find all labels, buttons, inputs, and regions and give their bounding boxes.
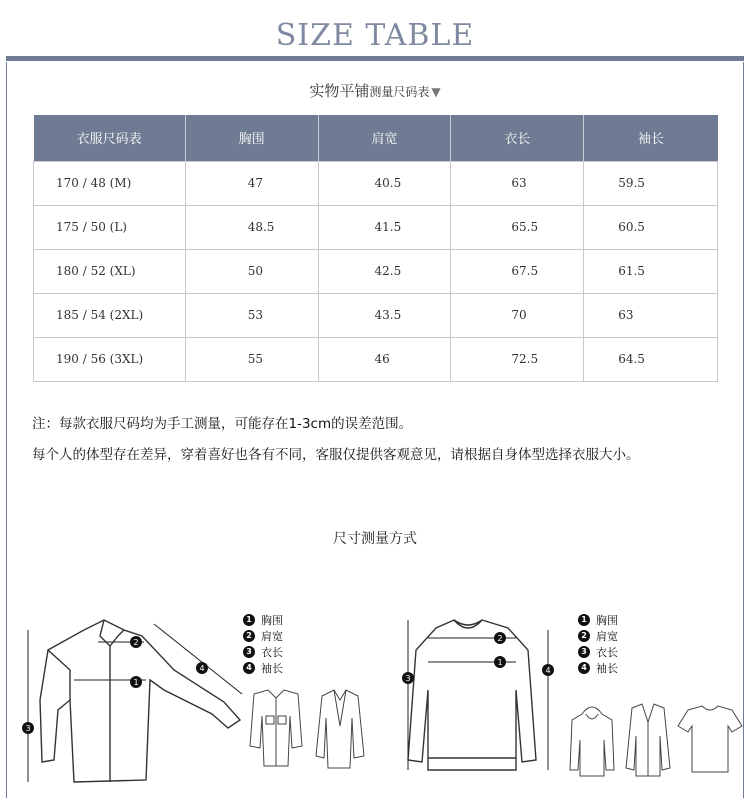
shirt-diagram: [14, 610, 254, 790]
marker-shoulder-right-label: 2: [497, 634, 503, 643]
cell-size: 170 / 48 (M): [34, 161, 186, 205]
number-4-icon: 4: [243, 662, 255, 674]
hoodie-cardigan-tshirt-icons: [568, 700, 744, 780]
number-4-icon: 4: [578, 662, 590, 674]
legend-label: 肩宽: [596, 630, 618, 643]
number-1-icon: 1: [578, 614, 590, 626]
legend-label: 胸围: [261, 614, 283, 627]
cell-chest: 48.5: [185, 205, 318, 249]
note-error-range: 注：每款衣服尺码均为手工测量，可能存在1-3cm的误差范围。: [32, 416, 413, 432]
legend-right: [578, 612, 618, 676]
cell-size: 175 / 50 (L): [34, 205, 186, 249]
number-2-icon: 2: [243, 630, 255, 642]
cell-chest: 47: [185, 161, 318, 205]
cell-sleeve: 59.5: [584, 161, 718, 205]
legend-label: 袖长: [261, 662, 283, 675]
number-3-icon: 3: [243, 646, 255, 658]
cell-length: 72.5: [451, 337, 584, 381]
method-title: 尺寸测量方式: [333, 531, 417, 547]
legend-item: [578, 612, 618, 628]
table-header-row: [34, 115, 718, 161]
number-2-icon: 2: [578, 630, 590, 642]
cell-length: 63: [451, 161, 584, 205]
cell-sleeve: 60.5: [584, 205, 718, 249]
header-chest: 胸围: [185, 115, 318, 161]
legend-left: [243, 612, 283, 676]
marker-sleeve-label: 4: [199, 664, 205, 673]
marker-chest-right-label: 1: [497, 658, 503, 667]
cell-chest: 53: [185, 293, 318, 337]
legend-label: 衣长: [596, 646, 618, 659]
marker-chest-label: 1: [133, 678, 139, 687]
header-length: 衣长: [451, 115, 584, 161]
table-subtitle: [0, 80, 750, 101]
triangle-down-icon: ▼: [431, 85, 441, 99]
legend-item: [243, 644, 283, 660]
number-1-icon: 1: [243, 614, 255, 626]
marker-sleeve-right-label: 4: [545, 666, 551, 675]
cell-shoulder: 43.5: [318, 293, 451, 337]
note-body-type: 每个人的体型存在差异，穿着喜好也各有不同，客服仅提供客观意见，请根据自身体型选择衣服大小。: [32, 447, 640, 463]
legend-item: [243, 660, 283, 676]
table-row: [34, 337, 718, 381]
cell-sleeve: 61.5: [584, 249, 718, 293]
table-row: [34, 161, 718, 205]
cell-chest: 55: [185, 337, 318, 381]
number-3-icon: 3: [578, 646, 590, 658]
cell-length: 65.5: [451, 205, 584, 249]
page-title: SIZE TABLE: [275, 18, 475, 53]
cell-length: 70: [451, 293, 584, 337]
cell-size: 190 / 56 (3XL): [34, 337, 186, 381]
marker-length-right-label: 3: [405, 674, 411, 683]
cell-size: 185 / 54 (2XL): [34, 293, 186, 337]
legend-label: 肩宽: [261, 630, 283, 643]
title-divider: [6, 56, 744, 61]
header-shoulder: 肩宽: [318, 115, 451, 161]
sweater-diagram: [398, 610, 568, 790]
table-row: [34, 293, 718, 337]
size-table: [33, 115, 718, 382]
legend-item: [578, 628, 618, 644]
marker-length-label: 3: [25, 724, 31, 733]
legend-item: [578, 644, 618, 660]
subtitle-small: 测量尺码表: [369, 85, 430, 99]
cell-shoulder: 46: [318, 337, 451, 381]
legend-label: 袖长: [596, 662, 618, 675]
legend-label: 胸围: [596, 614, 618, 627]
legend-label: 衣长: [261, 646, 283, 659]
legend-item: [243, 612, 283, 628]
cell-shoulder: 40.5: [318, 161, 451, 205]
cell-sleeve: 64.5: [584, 337, 718, 381]
marker-shoulder-label: 2: [133, 638, 139, 647]
cell-length: 67.5: [451, 249, 584, 293]
table-row: [34, 249, 718, 293]
cell-size: 180 / 52 (XL): [34, 249, 186, 293]
legend-item: [243, 628, 283, 644]
subtitle-main: 实物平铺: [309, 82, 370, 100]
jacket-blazer-icons: [240, 686, 370, 772]
cell-shoulder: 42.5: [318, 249, 451, 293]
cell-shoulder: 41.5: [318, 205, 451, 249]
cell-chest: 50: [185, 249, 318, 293]
header-size: 衣服尺码表: [34, 115, 186, 161]
header-sleeve: 袖长: [584, 115, 718, 161]
cell-sleeve: 63: [584, 293, 718, 337]
legend-item: [578, 660, 618, 676]
table-row: [34, 205, 718, 249]
